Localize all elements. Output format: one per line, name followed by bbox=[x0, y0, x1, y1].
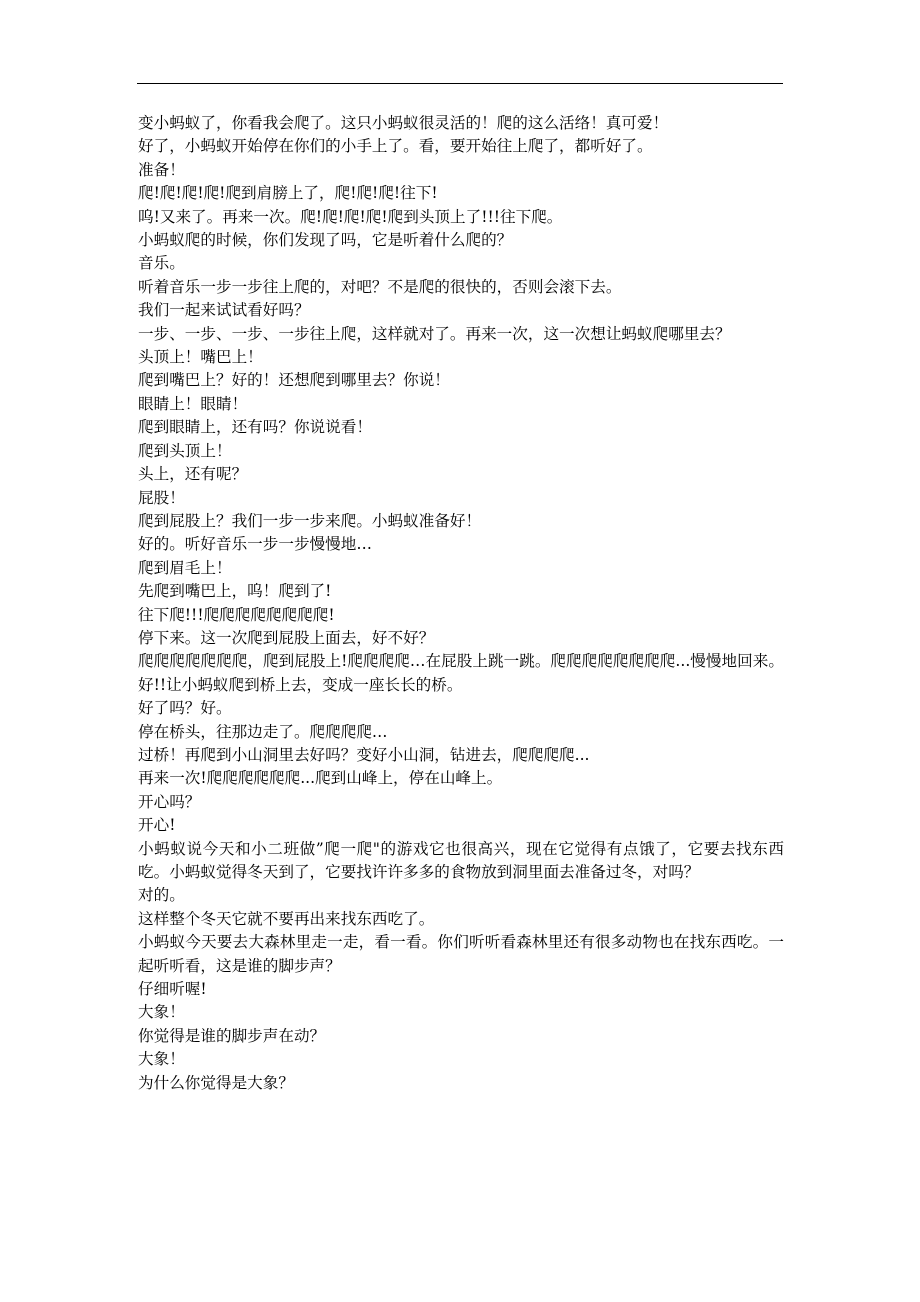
paragraph: 开心! bbox=[138, 816, 176, 835]
paragraph: 变小蚂蚁了，你看我会爬了。这只小蚂蚁很灵活的！爬的这么活络！真可爱！ bbox=[138, 114, 669, 132]
paragraph: 你觉得是谁的脚步声在动？ bbox=[138, 1026, 326, 1045]
paragraph: 爬!爬!爬!爬!爬到肩膀上了，爬!爬!爬!往下! bbox=[138, 184, 438, 203]
paragraph: 对的。 bbox=[138, 886, 185, 905]
paragraph: 过桥！再爬到小山洞里去好吗？变好小山洞，钻进去，爬爬爬爬... bbox=[138, 745, 590, 764]
header-rule bbox=[137, 83, 783, 84]
paragraph: 爬到眼睛上，还有吗？你说说看！ bbox=[138, 418, 372, 437]
paragraph: 小蚂蚁爬的时候，你们发现了吗，它是听着什么爬的？ bbox=[138, 231, 513, 250]
paragraph: 爬到头顶上！ bbox=[138, 441, 232, 460]
paragraph: 开心吗？ bbox=[138, 792, 201, 811]
paragraph: 爬到嘴巴上？好的！还想爬到哪里去？你说！ bbox=[138, 371, 450, 390]
paragraph: 爬到眉毛上！ bbox=[138, 558, 232, 577]
paragraph: 屁股！ bbox=[138, 488, 185, 507]
paragraph: 眼睛上！眼睛！ bbox=[138, 394, 248, 413]
paragraph: 停在桥头，往那边走了。爬爬爬爬… bbox=[138, 722, 388, 741]
paragraph: 小蚂蚁今天要去大森林里走一走，看一看。你们听听看森林里还有很多动物也在找东西吃。一起听听看，这是谁的脚步声？ bbox=[138, 933, 784, 975]
paragraph: 听着音乐一步一步往上爬的，对吧？不是爬的很快的，否则会滚下去。 bbox=[138, 277, 622, 296]
paragraph: 为什么你觉得是大象？ bbox=[138, 1073, 294, 1092]
paragraph: 先爬到嘴巴上，呜！爬到了! bbox=[138, 582, 332, 601]
paragraph: 爬爬爬爬爬爬爬，爬到屁股上!爬爬爬爬…在屁股上跳一跳。爬爬爬爬爬爬爬爬...慢慢地回来。好!!让小蚂蚁爬到桥上去，变成一座长长的桥。 bbox=[138, 652, 784, 694]
paragraph: 仔细听喔! bbox=[138, 980, 207, 999]
paragraph: 头顶上！嘴巴上！ bbox=[138, 348, 263, 367]
paragraph: 大象！ bbox=[138, 1003, 185, 1022]
paragraph: 再来一次!爬爬爬爬爬爬...爬到山峰上，停在山峰上。 bbox=[138, 769, 503, 788]
paragraph: 小蚂蚁说今天和小二班做”爬一爬"的游戏它也很高兴，现在它觉得有点饿了，它要去找东西吃。小蚂蚁觉得冬天到了，它要找许许多多的食物放到洞里面去准备过冬，对吗？ bbox=[138, 839, 784, 881]
paragraph: 好了，小蚂蚁开始停在你们的小手上了。看，要开始往上爬了，都听好了。 bbox=[138, 137, 653, 156]
paragraph: 往下爬!!!爬爬爬爬爬爬爬爬! bbox=[138, 605, 335, 624]
paragraph: 一步、一步、一步、一步往上爬，这样就对了。再来一次，这一次想让蚂蚁爬哪里去？ bbox=[138, 324, 731, 343]
paragraph: 爬到屁股上？我们一步一步来爬。小蚂蚁准备好！ bbox=[138, 511, 482, 530]
paragraph: 好的。听好音乐一步一步慢慢地… bbox=[138, 535, 372, 554]
paragraph: 好了吗？好。 bbox=[138, 699, 232, 718]
paragraph: 头上，还有呢？ bbox=[138, 465, 248, 484]
paragraph: 停下来。这一次爬到屁股上面去，好不好？ bbox=[138, 628, 435, 647]
paragraph: 我们一起来试试看好吗？ bbox=[138, 301, 310, 320]
paragraph: 这样整个冬天它就不要再出来找东西吃了。 bbox=[138, 909, 435, 928]
paragraph: 呜!又来了。再来一次。爬!爬!爬!爬!爬到头顶上了!!!往下爬。 bbox=[138, 207, 563, 226]
document-body bbox=[138, 112, 784, 1095]
paragraph: 准备！ bbox=[138, 160, 185, 179]
paragraph: 大象！ bbox=[138, 1050, 185, 1069]
paragraph: 音乐。 bbox=[138, 254, 185, 273]
